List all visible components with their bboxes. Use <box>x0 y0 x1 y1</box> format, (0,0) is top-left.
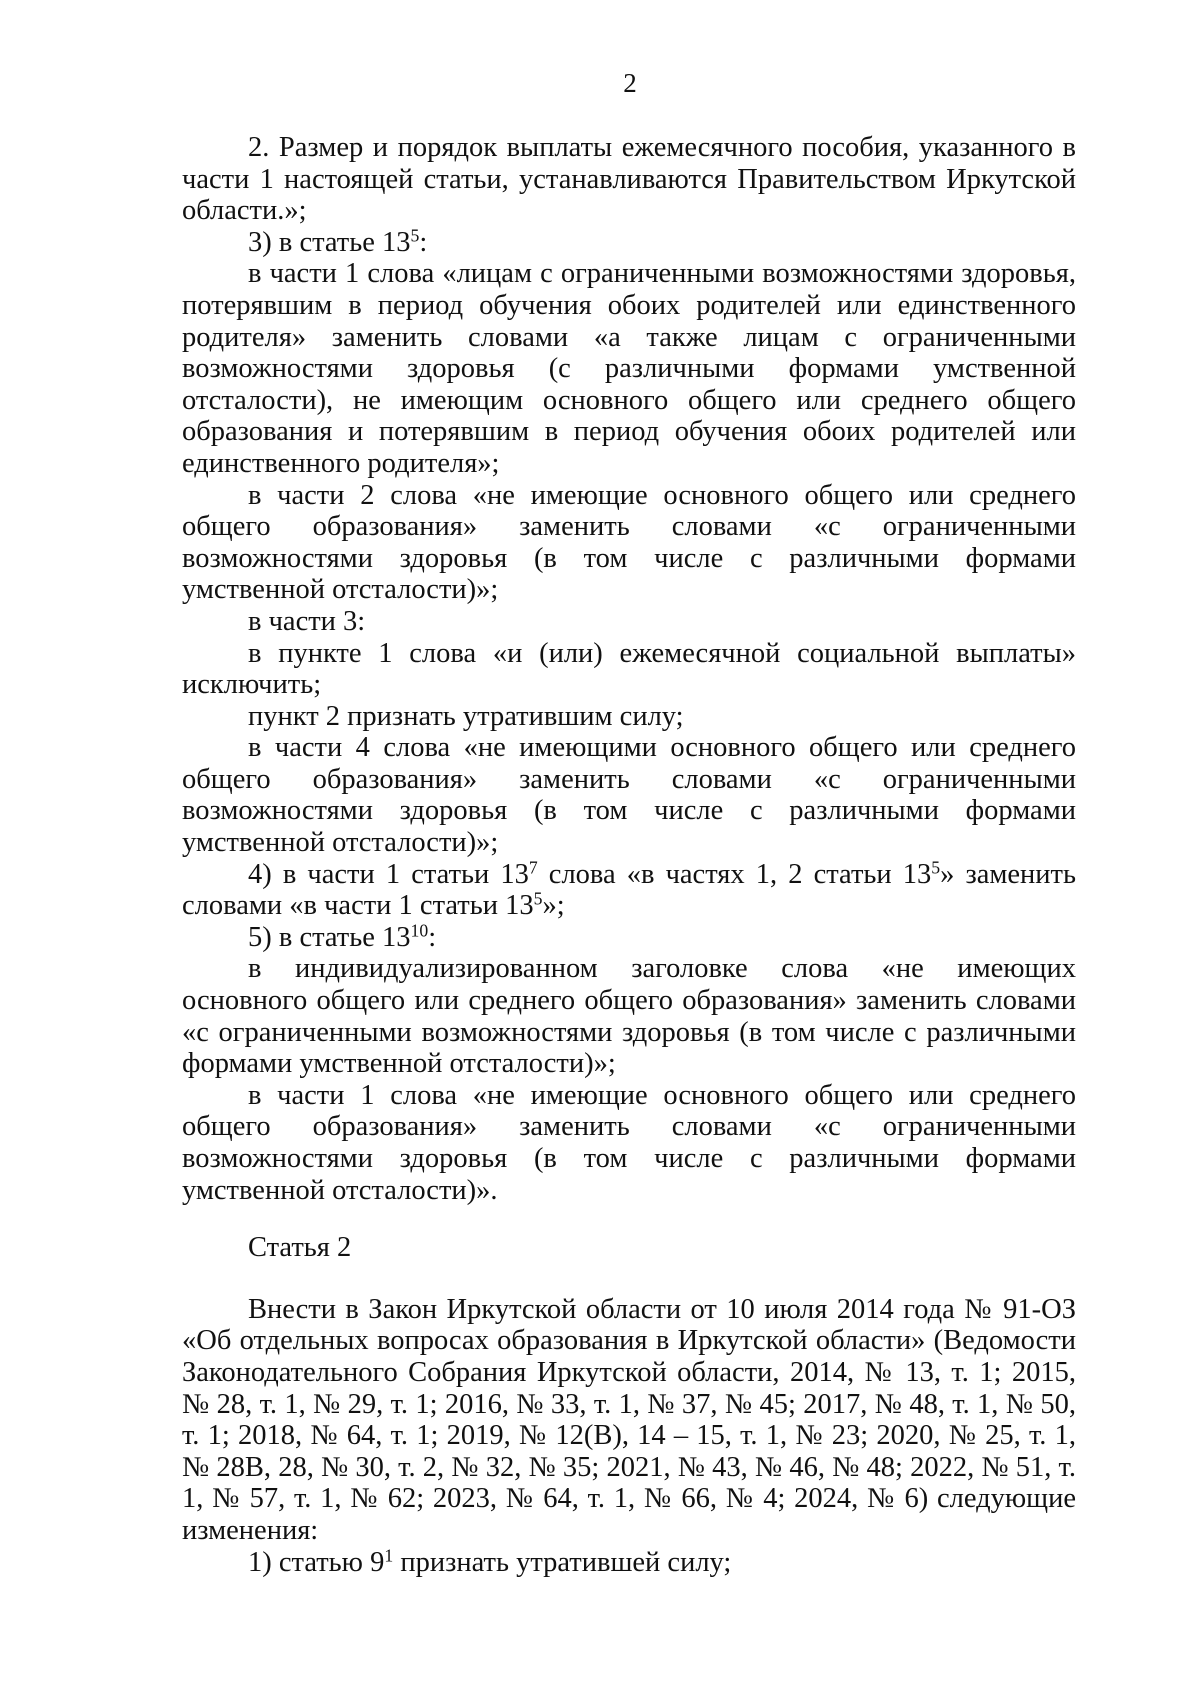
paragraph: в части 1 слова «не имеющие основного общего или среднего общего образования» заменить словами «с ограниченными возможностями здоровья (в том числе с различными формами умственной отсталости)». <box>182 1079 1076 1206</box>
paragraph: 4) в части 1 статьи $13^7$ слова «в частях 1, 2 статьи $13^5$» заменить словами «в части 1 статьи $13^5$»; <box>182 856 1076 922</box>
paragraph: в индивидуализированном заголовке слова «не имеющих основного общего или среднего общего образования» заменить словами «с ограниченными возможностями здоровья (в том числе с различными формами умственной отсталости)»; <box>182 953 1076 1080</box>
paragraph: 2. Размер и порядок выплаты ежемесячного пособия, указанного в части 1 настоящей статьи, устанавливаются Правительством Иркутской области.»; <box>182 132 1076 227</box>
paragraph: 3) в статье $13^5$: <box>248 225 428 258</box>
paragraph: в пункте 1 слова «и (или) ежемесячной социальной выплаты» исключить; <box>182 637 1076 701</box>
paragraph: в части 1 слова «лицам с ограниченными возможностями здоровья, потерявшим в период обучения обоих родителей или единственного родителя» заменить словами «а также лицам с ограниченными возможностями здоровья (с различными формами умственной отсталости), не имеющим основного общего или среднего общего образования и потерявшим в период обучения обоих родителей или единственного родителя»; <box>182 258 1076 479</box>
paragraph: в части 2 слова «не имеющие основного общего или среднего общего образования» заменить словами «с ограниченными возможностями здоровья (в том числе с различными формами умственной отсталости)»; <box>182 479 1076 606</box>
article-heading: Статья 2 <box>248 1232 352 1264</box>
paragraph: 1) статью $9^1$ признать утратившей силу; <box>248 1544 732 1578</box>
paragraph: в части 4 слова «не имеющими основного общего или среднего общего образования» заменить словами «с ограниченными возможностями здоровья (в том числе с различными формами умственной отсталости)»; <box>182 732 1076 859</box>
paragraph: пункт 2 признать утратившим силу; <box>248 700 684 732</box>
paragraph: в части 3: <box>248 605 366 637</box>
paragraph: Внести в Закон Иркутской области от 10 июля 2014 года № 91-ОЗ «Об отдельных вопросах образования в Иркутской области» (Ведомости Законодательного Собрания Иркутской области, 2014, № 13, т. 1; 2015, № 28, т. 1, № 29, т. 1; 2016, № 33, т. 1, № 37, № 45; 2017, № 48, т. 1, № 50, т. 1; 2018, № 64, т. 1; 2019, № 12(В), 14 – 15, т. 1, № 23; 2020, № 25, т. 1, № 28В, 28, № 30, т. 2, № 32, № 35; 2021, № 43, № 46, № 48; 2022, № 51, т. 1, № 57, т. 1, № 62; 2023, № 64, т. 1, № 66, № 4; 2024, № 6) следующие изменения: <box>182 1293 1076 1546</box>
page-number: 2 <box>623 68 637 98</box>
paragraph: 5) в статье $13^{10}$: <box>248 920 437 953</box>
document-body <box>182 132 1076 1578</box>
